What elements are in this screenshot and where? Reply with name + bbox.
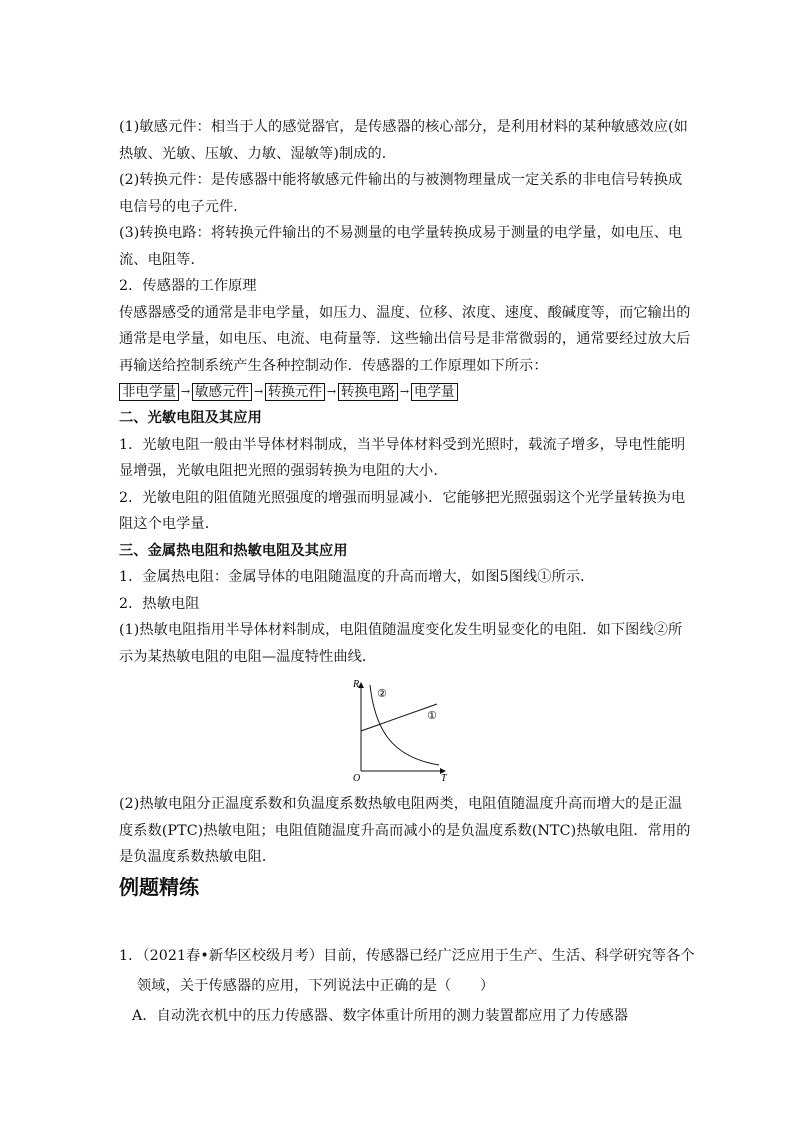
paragraph-metal-thermal-resistor: 1．金属热电阻：金属导体的电阻随温度的升高而增大，如图5图线①所示． xyxy=(119,569,595,585)
resistance-temperature-graph xyxy=(351,679,451,784)
paragraph-principle-2: 通常是电学量，如电压、电流、电荷量等．这些输出信号是非常微弱的，通常要经过放大后 xyxy=(119,331,691,347)
section-title-examples: 例题精练 xyxy=(119,875,199,899)
flow-arrow-icon: → xyxy=(253,385,264,398)
question-1-line-1: 1．（2021春•新华区校级月考）目前，传感器已经广泛应用于生产、生活、科学研究等各个 xyxy=(119,948,695,964)
resistance-temperature-figure xyxy=(351,679,451,784)
question-1-line-2: 领域，关于传感器的应用，下列说法中正确的是（ ） xyxy=(137,978,495,994)
origin-label: O xyxy=(353,773,361,784)
flow-box-non-electrical: 非电学量 xyxy=(119,383,179,401)
paragraph-photoresistor-2a: 2．光敏电阻的阻值随光照强度的增强而明显减小．它能够把光照强弱这个光学量转换为电 xyxy=(119,489,686,506)
paragraph-photoresistor-1b: 显增强，光敏电阻把光照的强弱转换为电阻的大小． xyxy=(119,463,448,479)
paragraph-conversion-circuit-1: (3)转换电路：将转换元件输出的不易测量的电学量转换成易于测量的电学量，如电压、电 xyxy=(119,225,683,241)
paragraph-thermistor-2b: 度系数(PTC)热敏电阻；电阻值随温度升高而减小的是负温度系数(NTC)热敏电阻．常用的 xyxy=(119,822,691,839)
paragraph-photoresistor-2b: 阻这个电学量． xyxy=(119,516,220,532)
heading-working-principle: 2．传感器的工作原理 xyxy=(119,278,257,294)
paragraph-thermistor-2a: (2)热敏电阻分正温度系数和负温度系数热敏电阻两类，电阻值随温度升高而增大的是正温 xyxy=(119,796,683,812)
paragraph-photoresistor-1a: 1．光敏电阻一般由半导体材料制成，当半导体材料受到光照时，载流子增多，导电性能明 xyxy=(119,436,686,453)
flow-box-conversion-element: 转换元件 xyxy=(265,383,325,401)
flow-arrow-icon: → xyxy=(326,385,337,398)
paragraph-thermistor-1b: 示为某热敏电阻的电阻—温度特性曲线． xyxy=(119,648,377,665)
flow-box-electrical: 电学量 xyxy=(411,383,458,401)
curve2-label: ② xyxy=(377,687,387,700)
y-axis-label: R xyxy=(353,679,360,690)
curve-metal-resistor xyxy=(361,704,437,731)
heading-thermal-resistor: 三、金属热电阻和热敏电阻及其应用 xyxy=(119,542,348,559)
flow-arrow-icon: → xyxy=(399,385,410,398)
paragraph-conversion-element-1: (2)转换元件：是传感器中能将敏感元件输出的与被测物理量成一定关系的非电信号转换成 xyxy=(119,172,683,188)
principle-flow-diagram xyxy=(119,379,679,405)
paragraph-principle-3: 再输送给控制系统产生各种控制动作．传感器的工作原理如下所示： xyxy=(119,357,548,374)
paragraph-thermistor-2c: 是负温度系数热敏电阻． xyxy=(119,849,277,865)
paragraph-sensitive-element-2: 热敏、光敏、压敏、力敏、湿敏等)制成的． xyxy=(119,145,397,162)
flow-box-sensitive-element: 敏感元件 xyxy=(192,383,252,401)
x-axis-label: T xyxy=(441,773,447,784)
flow-arrow-icon: → xyxy=(180,385,191,398)
question-block xyxy=(119,941,695,1031)
paragraph-thermistor-heading: 2．热敏电阻 xyxy=(119,595,200,612)
heading-photoresistor: 二、光敏电阻及其应用 xyxy=(119,410,262,426)
question-1-option-a: A．自动洗衣机中的压力传感器、数字体重计所用的测力装置都应用了力传感器 xyxy=(132,1008,629,1024)
paragraph-conversion-element-2: 电信号的电子元件． xyxy=(119,198,248,215)
document-content xyxy=(119,114,691,871)
paragraph-principle-1: 传感器感受的通常是非电学量，如压力、温度、位移、浓度、速度、酸碱度等，而它输出的 xyxy=(119,304,691,321)
flow-box-conversion-circuit: 转换电路 xyxy=(338,383,398,401)
paragraph-conversion-circuit-2: 流、电阻等． xyxy=(119,251,205,268)
curve1-label: ① xyxy=(427,709,437,722)
paragraph-thermistor-1a: (1)热敏电阻指用半导体材料制成，电阻值随温度变化发生明显变化的电阻．如下图线②所 xyxy=(119,622,683,638)
paragraph-sensitive-element-1: (1)敏感元件：相当于人的感觉器官，是传感器的核心部分，是利用材料的某种敏感效应(如 xyxy=(119,119,688,135)
